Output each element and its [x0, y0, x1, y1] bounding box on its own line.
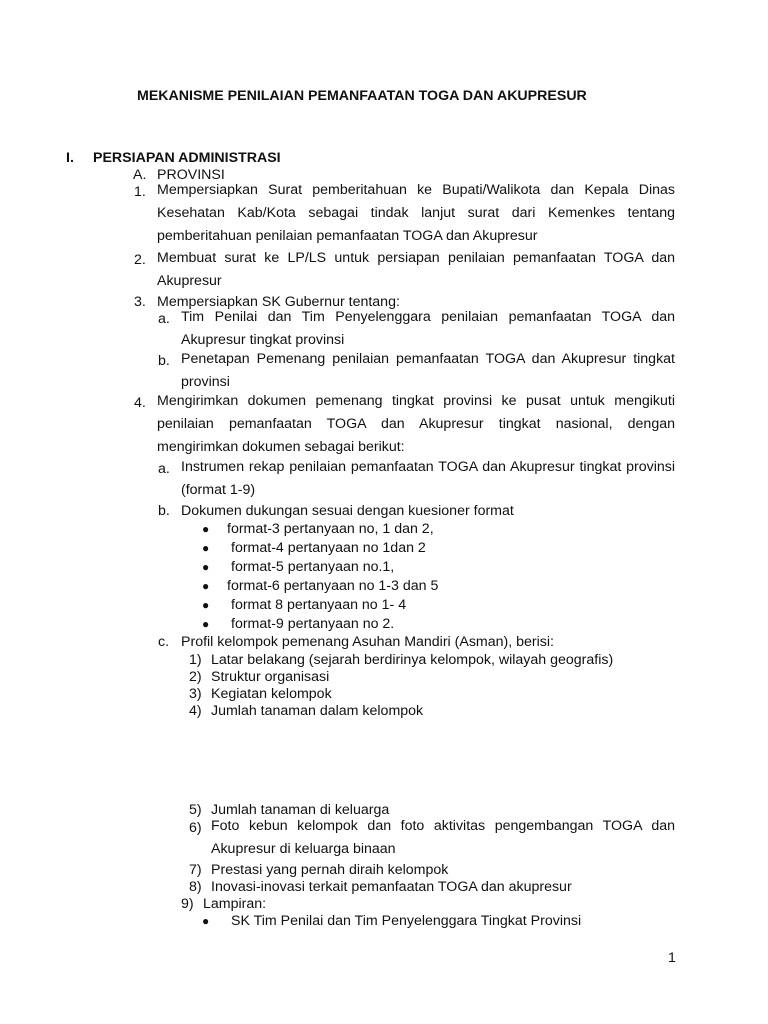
bullet-icon: ●	[202, 560, 210, 574]
document-title: MEKANISME PENILAIAN PEMANFAATAN TOGA DAN AKUPRESUR	[137, 88, 587, 104]
profil-item-number: 4)	[189, 703, 202, 719]
bullet-icon: ●	[202, 598, 210, 612]
section-number: I.	[66, 150, 74, 166]
profil-item-number: 6)	[189, 820, 202, 836]
subsection-heading: PROVINSI	[157, 167, 225, 183]
profil-item-text: Prestasi yang pernah diraih kelompok	[211, 862, 449, 878]
list-item-number: 1.	[134, 184, 146, 200]
profil-item-number: 7)	[189, 862, 202, 878]
sub-item-text: Penetapan Pemenang penilaian pemanfaatan TOGA dan Akupresur tingkat provinsi	[181, 351, 675, 390]
profil-item-text: Struktur organisasi	[211, 669, 330, 685]
bullet-text: format-3 pertanyaan no, 1 dan 2,	[227, 521, 434, 537]
list-item-text: Membuat surat ke LP/LS untuk persiapan penilaian pemanfaatan TOGA dan Akupresur	[157, 250, 675, 289]
sub-item-letter: b.	[158, 503, 170, 519]
profil-item-text: Lampiran:	[203, 896, 267, 912]
bullet-icon: ●	[202, 914, 210, 928]
sub-item-text: Tim Penilai dan Tim Penyelenggara penilaian pemanfaatan TOGA dan Akupresur tingkat provinsi	[181, 309, 675, 348]
profil-item-text: Inovasi-inovasi terkait pemanfaatan TOGA dan akupresur	[211, 879, 572, 895]
sub-item-text: Instrumen rekap penilaian pemanfaatan TOGA dan Akupresur tingkat provinsi (format 1-9)	[181, 459, 675, 498]
list-item-text: Mempersiapkan Surat pemberitahuan ke Bupati/Walikota dan Kepala Dinas Kesehatan Kab/Kota sebagai tindak lanjut surat dari Kemenkes tentang pemberitahuan penilaian pemanfaatan TOGA dan Akupresur	[157, 182, 675, 244]
bullet-text: SK Tim Penilai dan Tim Penyelenggara Tingkat Provinsi	[231, 913, 582, 929]
sub-item-letter: c.	[158, 634, 170, 650]
sub-item-letter: a.	[158, 311, 170, 327]
profil-item-text: Kegiatan kelompok	[211, 686, 332, 702]
bullet-icon: ●	[202, 522, 210, 536]
sub-item-letter: a.	[158, 461, 170, 477]
bullet-text: format-4 pertanyaan no 1dan 2	[231, 540, 426, 556]
list-item-number: 3.	[134, 294, 146, 310]
profil-item-number: 2)	[189, 669, 202, 685]
bullet-text: format-6 pertanyaan no 1-3 dan 5	[227, 578, 439, 594]
list-item-text: Mengirimkan dokumen pemenang tingkat provinsi ke pusat untuk mengikuti penilaian pemanfaatan TOGA dan Akupresur tingkat nasional, dengan mengirimkan dokumen sebagai berikut:	[157, 393, 675, 455]
profil-item-text: Foto kebun kelompok dan foto aktivitas pengembangan TOGA dan Akupresur di keluarga binaan	[211, 818, 675, 857]
bullet-icon: ●	[202, 617, 210, 631]
profil-item-number: 1)	[189, 652, 202, 668]
profil-item-number: 8)	[189, 879, 202, 895]
profil-item-number: 5)	[189, 802, 202, 818]
bullet-icon: ●	[202, 541, 210, 555]
list-item-text: Mempersiapkan SK Gubernur tentang:	[157, 294, 400, 310]
profil-item-number: 9)	[181, 896, 194, 912]
subsection-number: A.	[133, 167, 147, 183]
bullet-text: format-9 pertanyaan no 2.	[231, 616, 395, 632]
bullet-text: format 8 pertanyaan no 1- 4	[231, 597, 407, 613]
sub-item-text: Profil kelompok pemenang Asuhan Mandiri (Asman), berisi:	[181, 634, 554, 650]
list-item-number: 4.	[134, 395, 146, 411]
bullet-text: format-5 pertanyaan no.1,	[231, 559, 395, 575]
list-item-number: 2.	[134, 252, 146, 268]
profil-item-text: Latar belakang (sejarah berdirinya kelompok, wilayah geografis)	[211, 652, 614, 668]
profil-item-number: 3)	[189, 686, 202, 702]
section-heading: PERSIAPAN ADMINISTRASI	[93, 150, 281, 166]
sub-item-letter: b.	[158, 353, 170, 369]
page-number: 1	[668, 950, 676, 966]
profil-item-text: Jumlah tanaman dalam kelompok	[211, 703, 424, 719]
bullet-icon: ●	[202, 579, 210, 593]
profil-item-text: Jumlah tanaman di keluarga	[211, 802, 390, 818]
sub-item-text: Dokumen dukungan sesuai dengan kuesioner format	[181, 503, 514, 519]
